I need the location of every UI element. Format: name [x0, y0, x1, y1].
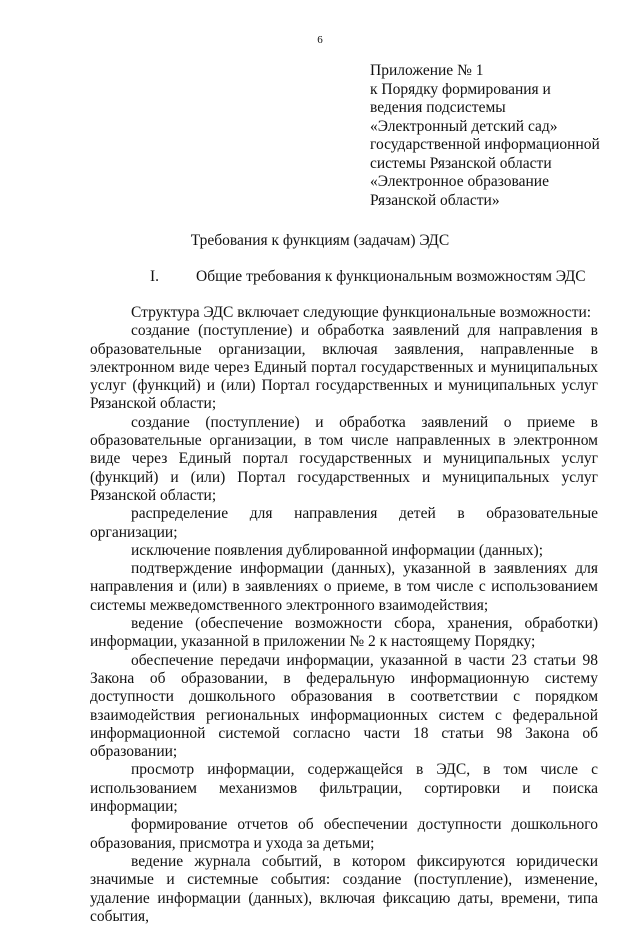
- paragraph: создание (поступление) и обработка заявлений о приеме в образовательные организации, в том числе направленных в электронном виде через Единый портал государственных и муниципальных услуг (функций) и (или) Портал государственных и муниципальных услуг Рязанской области;: [90, 413, 598, 504]
- paragraph: обеспечение передачи информации, указанной в части 23 статьи 98 Закона об образовании, в федеральную информационную систему доступности дошкольного образования в соответствии с порядком взаимодействия региональных информационных систем с федеральной информационной системой согласно части 18 статьи 98 Закона об образовании;: [90, 651, 598, 761]
- appendix-line: Приложение № 1: [370, 62, 484, 79]
- paragraph: ведение (обеспечение возможности сбора, хранения, обработки) информации, указанной в приложении № 2 к настоящему Порядку;: [90, 615, 598, 651]
- appendix-line: к Порядку формирования и: [370, 80, 551, 98]
- appendix-block: [370, 62, 620, 210]
- paragraph: формирование отчетов об обеспечении доступности дошкольного образования, присмотра и ухода за детьми;: [90, 816, 598, 852]
- section-heading-text: Общие требования к функциональным возможностям ЭДС: [196, 268, 586, 285]
- paragraph: исключение появления дублированной информации (данных);: [131, 541, 544, 559]
- appendix-line: «Электронное образование: [370, 173, 549, 190]
- appendix-line: Рязанской области»: [370, 191, 500, 209]
- section-number: I.: [150, 268, 160, 285]
- paragraph: создание (поступление) и обработка заявлений для направления в образовательные организации, включая заявления, направленные в электронном виде через Единый портал государственных и муниципальных услуг (функций) и (или) Портал государственных и муниципальных услуг Рязанской области;: [90, 322, 598, 413]
- paragraph: подтверждение информации (данных), указанной в заявлениях для направления и (или) в заявлениях о приеме, в том числе с использованием системы межведомственного электронного взаимодействия;: [90, 560, 598, 614]
- paragraph: ведение журнала событий, в котором фиксируются юридически значимые и системные события: создание (поступление), изменение, удаление информации (данных), включая фиксацию даты, времени, типа события,: [90, 852, 598, 925]
- paragraph: Структура ЭДС включает следующие функциональные возможности:: [131, 304, 592, 321]
- paragraph: просмотр информации, содержащейся в ЭДС, в том числе с использованием механизмов фильтрации, сортировки и поиска информации;: [90, 761, 598, 816]
- appendix-line: «Электронный детский сад»: [370, 117, 558, 135]
- section-heading: [150, 268, 586, 286]
- page-number: 6: [317, 34, 323, 46]
- appendix-line: ведения подсистемы: [370, 99, 506, 116]
- body-text: [90, 304, 598, 926]
- paragraph: распределение для направления детей в образовательные организации;: [90, 505, 598, 541]
- appendix-line: системы Рязанской области: [370, 154, 552, 172]
- appendix-line: государственной информационной: [370, 136, 600, 153]
- document-title: Требования к функциям (задачам) ЭДС: [190, 232, 450, 249]
